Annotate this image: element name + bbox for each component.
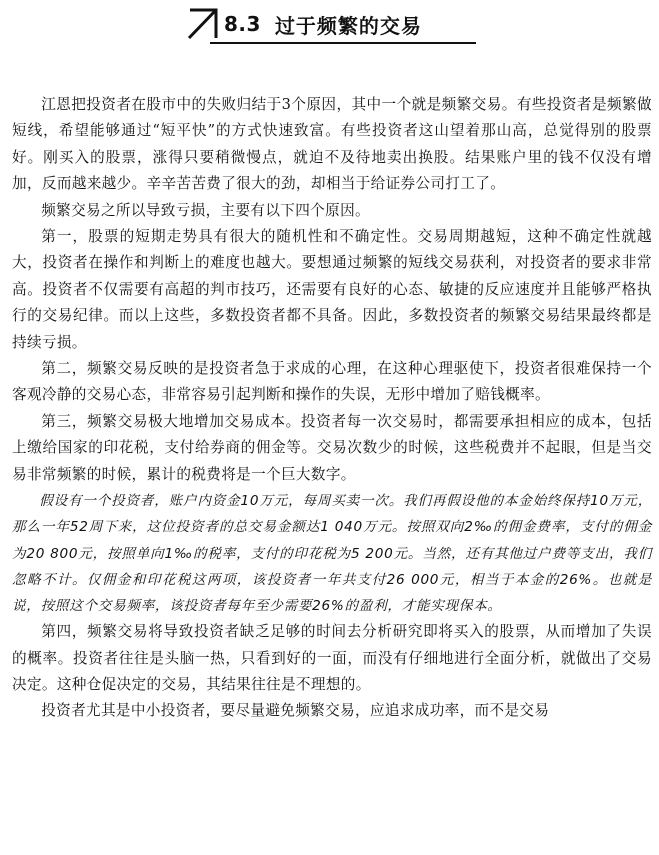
body-text xyxy=(12,92,652,725)
paragraph-reason-four: 第四，频繁交易将导致投资者缺乏足够的时间去分析研究即将买入的股票，从而增加了失误的概率。投资者往往是头脑一热，只看到好的一面，而没有仔细地进行全面分析，就做出了交易决定。这种仓促决定的交易，其结果往往是不理想的。 xyxy=(12,623,652,693)
heading-underline xyxy=(210,42,476,44)
corner-arrow-icon xyxy=(186,7,220,41)
paragraph-cost-example: 假设有一个投资者，账户内资金10万元，每周买卖一次。我们再假设他的本金始终保持10万元，那么一年52周下来，这位投资者的总交易金额达1 040万元。按照双向2‰的佣金费率，支付的佣金为20 800元，按照单向1‰的税率，支付的印花税为5 200元。当然，还有其他过户费等支出，我们忽略不计。仅佣金和印花税这两项，该投资者一年共支付26 000元，相当于本金的26%。也就是说，按照这个交易频率，该投资者每年至少需要26%的盈利，才能实现保本。 xyxy=(12,493,652,614)
section-number: 8.3 xyxy=(224,12,261,36)
section-title: 过于频繁的交易 xyxy=(274,13,422,38)
paragraph-reasons-lead: 频繁交易之所以导致亏损，主要有以下四个原因。 xyxy=(41,201,370,219)
paragraph-intro: 江恩把投资者在股市中的失败归结于3个原因，其中一个就是频繁交易。有些投资者是频繁做短线，希望能够通过“短平快”的方式快速致富。有些投资者这山望着那山高，总觉得别的股票好。刚买入的股票，涨得只要稍微慢点，就迫不及待地卖出换股。结果账户里的钱不仅没有增加，反而越来越少。辛辛苦苦费了很大的劲，却相当于给证券公司打工了。 xyxy=(12,96,652,193)
paragraph-reason-one: 第一，股票的短期走势具有很大的随机性和不确定性。交易周期越短，这种不确定性就越大，投资者在操作和判断上的难度也越大。要想通过频繁的短线交易获利，对投资者的要求非常高。投资者不仅需要有高超的判市技巧，还需要有良好的心态、敏捷的反应速度并且能够严格执行的交易纪律。而以上这些，多数投资者都不具备。因此，多数投资者的频繁交易结果最终都是持续亏损。 xyxy=(12,228,652,351)
paragraph-conclusion: 投资者尤其是中小投资者，要尽量避免频繁交易，应追求成功率，而不是交易 xyxy=(41,702,550,720)
paragraph-reason-two: 第二，频繁交易反映的是投资者急于求成的心理，在这种心理驱使下，投资者很难保持一个客观冷静的交易心态，非常容易引起判断和操作的失误，无形中增加了赔钱概率。 xyxy=(12,360,652,404)
paragraph-reason-three: 第三，频繁交易极大地增加交易成本。投资者每一次交易时，都需要承担相应的成本，包括上缴给国家的印花税，支付给券商的佣金等。交易次数少的时候，这些税费并不起眼，但是当交易非常频繁的时候，累计的税费将是一个巨大数字。 xyxy=(12,412,652,483)
section-heading xyxy=(186,4,422,44)
